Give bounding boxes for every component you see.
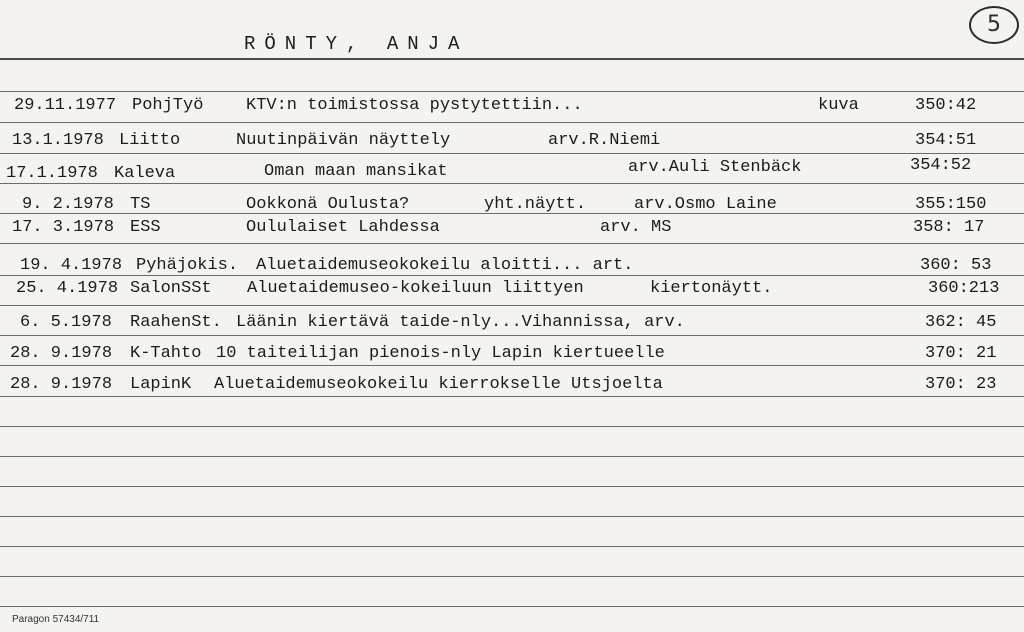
entry-note: yht.näytt.: [484, 195, 587, 214]
header-rule: [0, 58, 1024, 60]
ruled-line: [0, 122, 1024, 123]
ruled-line: [0, 91, 1024, 92]
entry-date: 17.1.1978: [6, 164, 98, 183]
entry-date: 17. 3.1978: [12, 218, 115, 237]
entry-ref: 370: 21: [925, 344, 997, 363]
entry-ref: 362: 45: [925, 313, 997, 332]
entry-title: KTV:n toimistossa pystytettiin...: [246, 96, 583, 115]
entry-extra: arv.Auli Stenbäck: [628, 158, 802, 177]
entry-title: Aluetaidemuseokokeilu kierrokselle Utsjoelta: [214, 375, 663, 394]
entry-source: TS: [130, 195, 151, 214]
entry-ref: 355:150: [915, 195, 987, 214]
entry-source: LapinK: [130, 375, 192, 394]
ruled-line: [0, 305, 1024, 306]
entry-source: K-Tahto: [130, 344, 202, 363]
card-footer: Paragon 57434/711: [12, 614, 100, 625]
ruled-line: [0, 516, 1024, 517]
entry-date: 28. 9.1978: [10, 375, 113, 394]
entry-source: RaahenSt.: [130, 313, 222, 332]
entry-title: Läänin kiertävä taide-nly...Vihannissa, arv.: [236, 313, 685, 332]
entry-extra: arv.Osmo Laine: [634, 195, 777, 214]
entry-title: Oululaiset Lahdessa: [246, 218, 440, 237]
entry-extra: arv. MS: [600, 218, 672, 237]
entry-date: 19. 4.1978: [20, 256, 123, 275]
entry-row: [0, 310, 1024, 336]
entry-source: Liitto: [119, 131, 181, 150]
entry-source: Pyhäjokis.: [136, 256, 239, 275]
entry-extra: arv.R.Niemi: [548, 131, 661, 150]
entry-ref: 358: 17: [913, 218, 985, 237]
entry-title: Aluetaidemuseo-kokeiluun liittyen: [247, 279, 584, 298]
entry-source: Kaleva: [114, 164, 176, 183]
entry-source: SalonSSt: [130, 279, 212, 298]
entry-source: ESS: [130, 218, 161, 237]
ruled-line: [0, 606, 1024, 607]
card-title: RÖNTY, ANJA: [244, 33, 469, 55]
entry-date: 29.11.1977: [14, 96, 117, 115]
entry-ref: 370: 23: [925, 375, 997, 394]
entry-title: Oman maan mansikat: [264, 162, 448, 181]
entry-title: Ookkonä Oulusta?: [246, 195, 410, 214]
ruled-line: [0, 576, 1024, 577]
entry-source: PohjTyö: [132, 96, 204, 115]
page-number: 5: [969, 6, 1019, 44]
ruled-line: [0, 243, 1024, 244]
entry-title: Nuutinpäivän näyttely: [236, 131, 451, 150]
entry-ref: 360:213: [928, 279, 1000, 298]
ruled-line: [0, 486, 1024, 487]
entry-date: 28. 9.1978: [10, 344, 113, 363]
entry-extra: kuva: [818, 96, 859, 115]
entry-ref: 350:42: [915, 96, 977, 115]
entry-ref: 354:52: [910, 156, 972, 175]
entry-extra: kiertonäytt.: [650, 279, 773, 298]
entry-title: Aluetaidemuseokokeilu aloitti... art.: [256, 256, 634, 275]
entry-row: [0, 155, 1024, 181]
entry-date: 25. 4.1978: [16, 279, 119, 298]
entry-date: 6. 5.1978: [20, 313, 112, 332]
entry-row: [0, 93, 1024, 119]
entry-row: [0, 276, 1024, 302]
entry-title: 10 taiteilijan pienois-nly Lapin kiertueelle: [216, 344, 665, 363]
entry-row: [0, 341, 1024, 367]
entry-row: [0, 215, 1024, 241]
ruled-line: [0, 426, 1024, 427]
entry-row: [0, 128, 1024, 154]
entry-ref: 360: 53: [920, 256, 992, 275]
entry-row: [0, 372, 1024, 398]
ruled-line: [0, 456, 1024, 457]
entry-date: 13.1.1978: [12, 131, 104, 150]
entry-ref: 354:51: [915, 131, 977, 150]
ruled-line: [0, 546, 1024, 547]
entry-date: 9. 2.1978: [22, 195, 114, 214]
